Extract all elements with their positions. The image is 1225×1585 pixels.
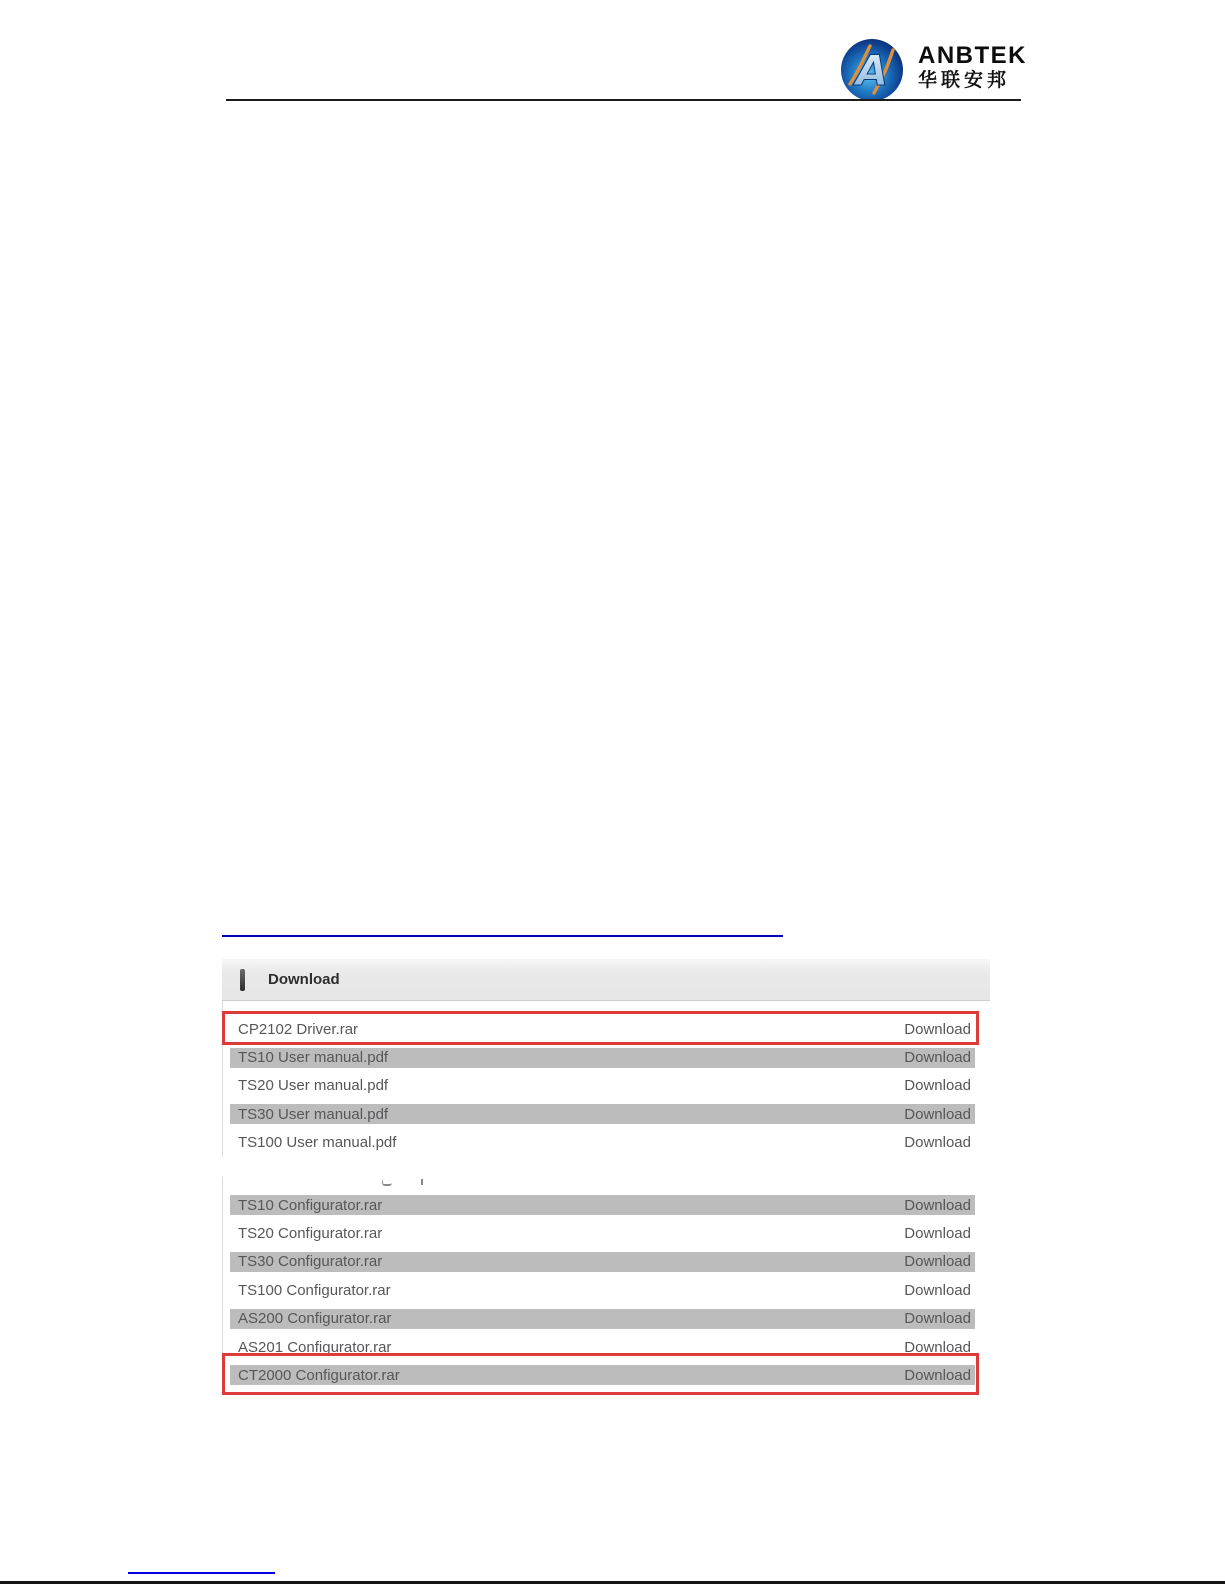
download-link[interactable]: Download [904,1049,971,1067]
file-row [230,1333,975,1361]
brand-name: ANBTEK [918,42,1027,69]
file-row [230,1043,975,1071]
file-name: TS100 Configurator.rar [238,1281,391,1299]
download-link[interactable]: Download [904,1134,971,1152]
configurators-file-list [222,1177,990,1390]
file-name: CT2000 Configurator.rar [238,1366,400,1384]
file-name: TS10 User manual.pdf [238,1049,389,1067]
download-panel-title: Download [268,971,340,988]
download-link[interactable]: Download [904,1105,971,1123]
file-name: TS20 Configurator.rar [238,1225,383,1243]
svg-text:A: A [855,46,889,95]
section-marker-icon [240,969,245,991]
file-name: TS10 Configurator.rar [238,1196,383,1214]
file-name: AS200 Configurator.rar [238,1310,392,1328]
download-link[interactable]: Download [904,1310,971,1328]
company-logo [840,37,1027,103]
download-link[interactable]: Download [904,1077,971,1095]
download-link[interactable]: Download [904,1020,971,1038]
file-name: CP2102 Driver.rar [238,1020,359,1038]
brand-name-chinese: 华联安邦 [918,70,1011,91]
download-link[interactable]: Download [904,1196,971,1214]
file-row [230,1191,975,1219]
download-link[interactable]: Download [904,1253,971,1271]
empty-link-underline[interactable] [222,935,783,937]
file-name: TS30 User manual.pdf [238,1105,389,1123]
file-name: TS30 Configurator.rar [238,1253,383,1271]
footer-link-underline[interactable] [128,1572,275,1574]
file-name: TS20 User manual.pdf [238,1077,389,1095]
header-divider [226,99,1021,101]
file-row [230,1219,975,1247]
file-row [230,1361,975,1389]
page-bottom-border [0,1581,1225,1584]
manuals-file-list [222,1001,990,1157]
download-panel-header [222,959,990,1001]
download-link[interactable]: Download [904,1281,971,1299]
file-row [230,1305,975,1333]
file-name: TS100 User manual.pdf [238,1134,397,1152]
file-name: AS201 Configurator.rar [238,1338,392,1356]
download-link[interactable]: Download [904,1225,971,1243]
file-row [230,1100,975,1128]
download-link[interactable]: Download [904,1366,971,1384]
file-row [230,1248,975,1276]
logo-globe-icon [840,38,904,102]
file-row [230,1129,975,1157]
file-row [230,1015,975,1043]
download-link[interactable]: Download [904,1338,971,1356]
file-row [230,1276,975,1304]
file-row [230,1072,975,1100]
